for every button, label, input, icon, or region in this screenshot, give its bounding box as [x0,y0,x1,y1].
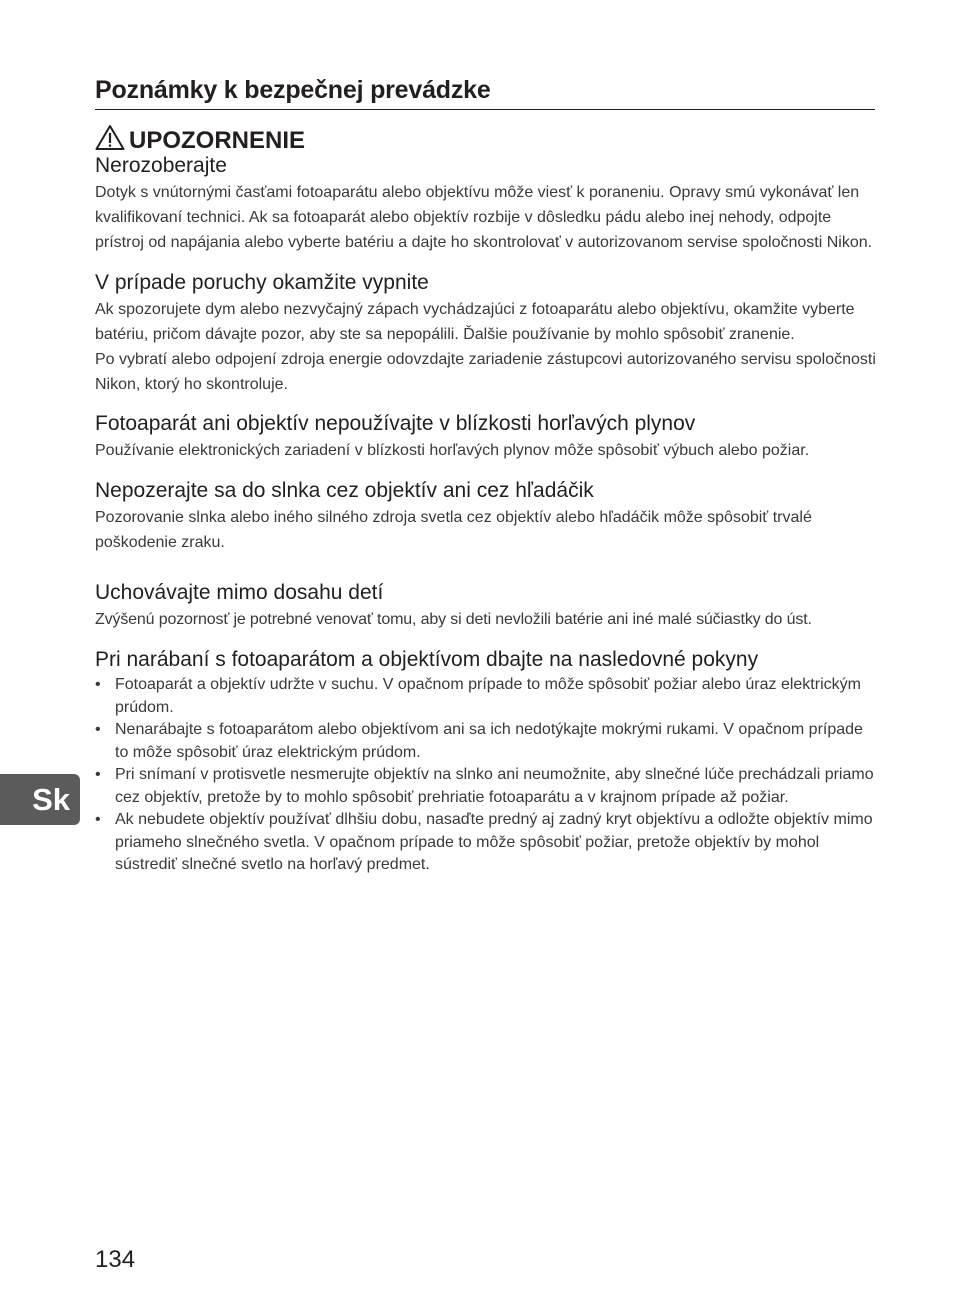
section-heading: Nepozerajte sa do slnka cez objektív ani cez hľadáčik [95,479,594,502]
list-item: • Nenarábajte s fotoaparátom alebo objektívom ani sa ich nedotýkajte mokrými rukami. V opačnom prípade to môže spôsobiť úraz elektrickým prúdom. [95,721,863,761]
section-handling [95,646,880,877]
page-title: Poznámky k bezpečnej prevádzke [95,76,875,110]
language-tab: Sk [0,774,80,825]
section-sun [95,477,880,555]
section-heading: Pri narábaní s fotoaparátom a objektívom dbajte na nasledovné pokyny [95,648,759,671]
section-body-2: Po vybratí alebo odpojení zdroja energie odovzdajte zariadenie zástupcovi autorizovaného servisu spoločnosti Nikon, ktorý ho skontroluje. [95,351,876,393]
section-body: Pozorovanie slnka alebo iného silného zdroja svetla cez objektív alebo hľadáčik môže spôsobiť trvalé poškodenie zraku. [95,509,812,551]
section-heading: Fotoaparát ani objektív nepoužívajte v blízkosti horľavých plynov [95,412,696,435]
bullet-icon: • [95,676,101,693]
section-heading: Uchovávajte mimo dosahu detí [95,581,384,604]
list-item: • Ak nebudete objektív používať dlhšiu dobu, nasaďte predný aj zadný kryt objektívu a odložte objektív mimo priameho slnečného svetla. V opačnom prípade to môže spôsobiť požiar, pretože objektív by mohol sústrediť slnečné svetlo na horľavý predmet. [95,811,873,873]
section-body: Zvýšenú pozornosť je potrebné venovať tomu, aby si deti nevložili batérie ani iné malé súčiastky do úst. [95,611,812,628]
bullet-icon: • [95,811,101,828]
section-heading: Nerozoberajte [95,154,227,177]
bullet-icon: • [95,721,101,738]
section-malfunction [95,269,880,397]
section-body: Používanie elektronických zariadení v blízkosti horľavých plynov môže spôsobiť výbuch alebo požiar. [95,442,810,459]
section-body: Ak spozorujete dym alebo nezvyčajný zápach vychádzajúci z fotoaparátu alebo objektívu, okamžite vyberte batériu, pričom dávajte pozor, aby ste sa nepopálili. Ďalšie používanie by mohlo spôsobiť zranenie. [95,301,855,343]
bullet-icon: • [95,766,101,783]
bullet-list [95,674,880,877]
warning-label: UPOZORNENIE [129,127,306,154]
section-body: Dotyk s vnútornými časťami fotoaparátu alebo objektívu môže viesť k poraneniu. Opravy smú vykonávať len kvalifikovaní technici. Ak sa fotoaparát alebo objektív rozbije v dôsledku pádu alebo inej nehody, odpojte prístroj od napájania alebo vyberte batériu a dajte ho skontrolovať v autorizovanom servise spoločnosti Nikon. [95,184,873,251]
section-disassemble [95,152,880,255]
list-item: • Pri snímaní v protisvetle nesmerujte objektív na slnko ani neumožnite, aby slnečné lúče prechádzali priamo cez objektív, pretože by to mohlo spôsobiť prehriatie fotoaparátu a v krajnom prípade až požiar. [95,766,874,806]
page-number: 134 [95,1246,136,1273]
section-heading: V prípade poruchy okamžite vypnite [95,271,429,294]
content [95,152,880,877]
list-item: • Fotoaparát a objektív udržte v suchu. V opačnom prípade to môže spôsobiť požiar alebo úraz elektrickým prúdom. [95,676,861,716]
section-children [95,579,880,632]
section-flammable-gas [95,410,880,463]
